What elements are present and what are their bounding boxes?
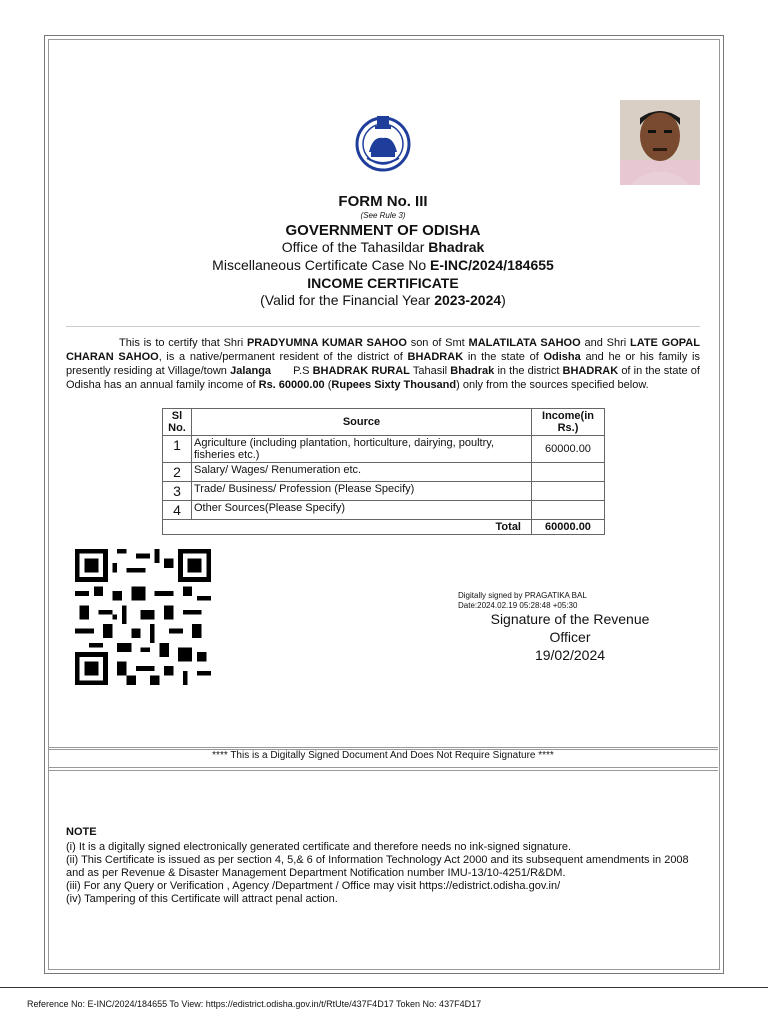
case-prefix: Miscellaneous Certificate Case No xyxy=(212,257,427,273)
digital-notice: **** This is a Digitally Signed Document And Does Not Require Signature **** xyxy=(212,750,554,761)
table-header-row xyxy=(163,409,605,436)
digital-signature-stamp xyxy=(458,591,587,611)
table-row xyxy=(163,482,605,501)
income-in-words: Rupees Sixty Thousand xyxy=(331,379,457,391)
income-source-table xyxy=(162,408,605,535)
office-place: Bhadrak xyxy=(428,239,485,255)
applicant-name: PRADYUMNA KUMAR SAHOO xyxy=(246,337,407,349)
cell-source: Trade/ Business/ Profession (Please Specify) xyxy=(192,482,532,501)
cell-sl: 4 xyxy=(163,501,192,520)
divider xyxy=(48,770,718,771)
cell-income: 60000.00 xyxy=(532,436,605,463)
father-name: LATE GOPAL CHARAN SAHOO xyxy=(66,337,700,363)
certification-paragraph xyxy=(66,336,700,392)
text: ( xyxy=(327,379,332,391)
village: Jalanga xyxy=(230,365,272,377)
income-amount: Rs. 60000.00 xyxy=(258,379,325,391)
cell-source: Other Sources(Please Specify) xyxy=(192,501,532,520)
signature-title: Signature of the Revenue xyxy=(490,611,650,627)
case-line xyxy=(48,257,718,273)
signature-block xyxy=(470,610,670,664)
text: and Shri xyxy=(584,337,627,349)
footer-reference: Reference No: E-INC/2024/184655 To View: https://edistrict.odisha.gov.in/t/RtUte/437F4D17 Token No: 437F4D17 xyxy=(27,999,482,1009)
government-name: GOVERNMENT OF ODISHA xyxy=(285,222,481,239)
mother-name: MALATILATA SAHOO xyxy=(468,337,581,349)
column-header-income: Income(in Rs.) xyxy=(532,409,605,436)
digital-signed-date: Date:2024.02.19 05:28:48 +05:30 xyxy=(458,601,578,610)
cell-source: Agriculture (including plantation, horticulture, dairying, poultry, fisheries etc.) xyxy=(192,436,532,463)
form-number: FORM No. III xyxy=(338,193,428,210)
odisha-emblem-icon xyxy=(355,112,411,172)
tahasil: Bhadrak xyxy=(450,365,495,377)
column-header-source: Source xyxy=(192,409,532,436)
police-station: BHADRAK RURAL xyxy=(312,365,410,377)
note-item: (iii) For any Query or Verification , Agency /Department / Office may visit https://edistrict.odisha.gov.in/ xyxy=(66,880,561,892)
note-item: (i) It is a digitally signed electronically generated certificate and therefore needs no ink-signed signature. xyxy=(66,841,572,853)
signature-date: 19/02/2024 xyxy=(534,647,606,663)
text: son of Smt xyxy=(410,337,465,349)
header-rule xyxy=(66,326,700,327)
text: , is a native/permanent resident of the district of xyxy=(158,351,403,363)
total-value: 60000.00 xyxy=(532,520,605,535)
digital-signed-by: Digitally signed by PRAGATIKA BAL xyxy=(458,591,587,600)
cell-income xyxy=(532,463,605,482)
table-row xyxy=(163,501,605,520)
text: ) only from the sources specified below. xyxy=(456,379,649,391)
valid-prefix: (Valid for the Financial Year xyxy=(260,292,431,308)
signature-title-cont: Officer xyxy=(549,629,591,645)
text: and he or his family is presently residing at Village/town xyxy=(66,351,700,377)
cell-sl: 2 xyxy=(163,463,192,482)
validity-line xyxy=(48,292,718,308)
office-prefix: Office of the Tahasildar xyxy=(281,239,425,255)
column-header-sl: Sl No. xyxy=(163,409,192,436)
note-section xyxy=(66,826,706,906)
table-row xyxy=(163,436,605,463)
divider xyxy=(48,767,718,768)
divider xyxy=(48,747,718,748)
case-number: E-INC/2024/184655 xyxy=(430,257,554,273)
financial-year: 2023-2024 xyxy=(434,292,502,308)
text: This is to certify that Shri xyxy=(119,337,244,349)
valid-suffix: ) xyxy=(501,292,506,308)
cell-income xyxy=(532,482,605,501)
note-title: NOTE xyxy=(66,826,97,838)
note-item: (ii) This Certificate is issued as per section 4, 5,& 6 of Information Technology Act 2000 and its subsequent amendments in 2008 and as per Revenue & Disaster Management Department Notification number IMU-13/10-4251/R&DM. xyxy=(66,854,689,879)
table-row xyxy=(163,463,605,482)
office-line xyxy=(48,239,718,255)
text: in the state of xyxy=(467,351,539,363)
rule-reference: (See Rule 3) xyxy=(360,211,406,220)
cell-income xyxy=(532,501,605,520)
note-item: (iv) Tampering of this Certificate will attract penal action. xyxy=(66,893,338,905)
text: P.S xyxy=(293,365,310,377)
district: BHADRAK xyxy=(562,365,619,377)
text: of in the state of Odisha has an annual family income of xyxy=(66,365,700,391)
footer-divider xyxy=(0,987,768,988)
total-label: Total xyxy=(163,520,532,535)
qr-code-icon xyxy=(72,549,214,685)
certificate-title: INCOME CERTIFICATE xyxy=(307,275,459,291)
cell-sl: 3 xyxy=(163,482,192,501)
applicant-photo xyxy=(620,100,700,185)
table-total-row xyxy=(163,520,605,535)
text: in the district xyxy=(497,365,560,377)
text: Tahasil xyxy=(412,365,448,377)
cell-source: Salary/ Wages/ Renumeration etc. xyxy=(192,463,532,482)
district: BHADRAK xyxy=(407,351,464,363)
cell-sl: 1 xyxy=(163,436,192,463)
state: Odisha xyxy=(543,351,581,363)
